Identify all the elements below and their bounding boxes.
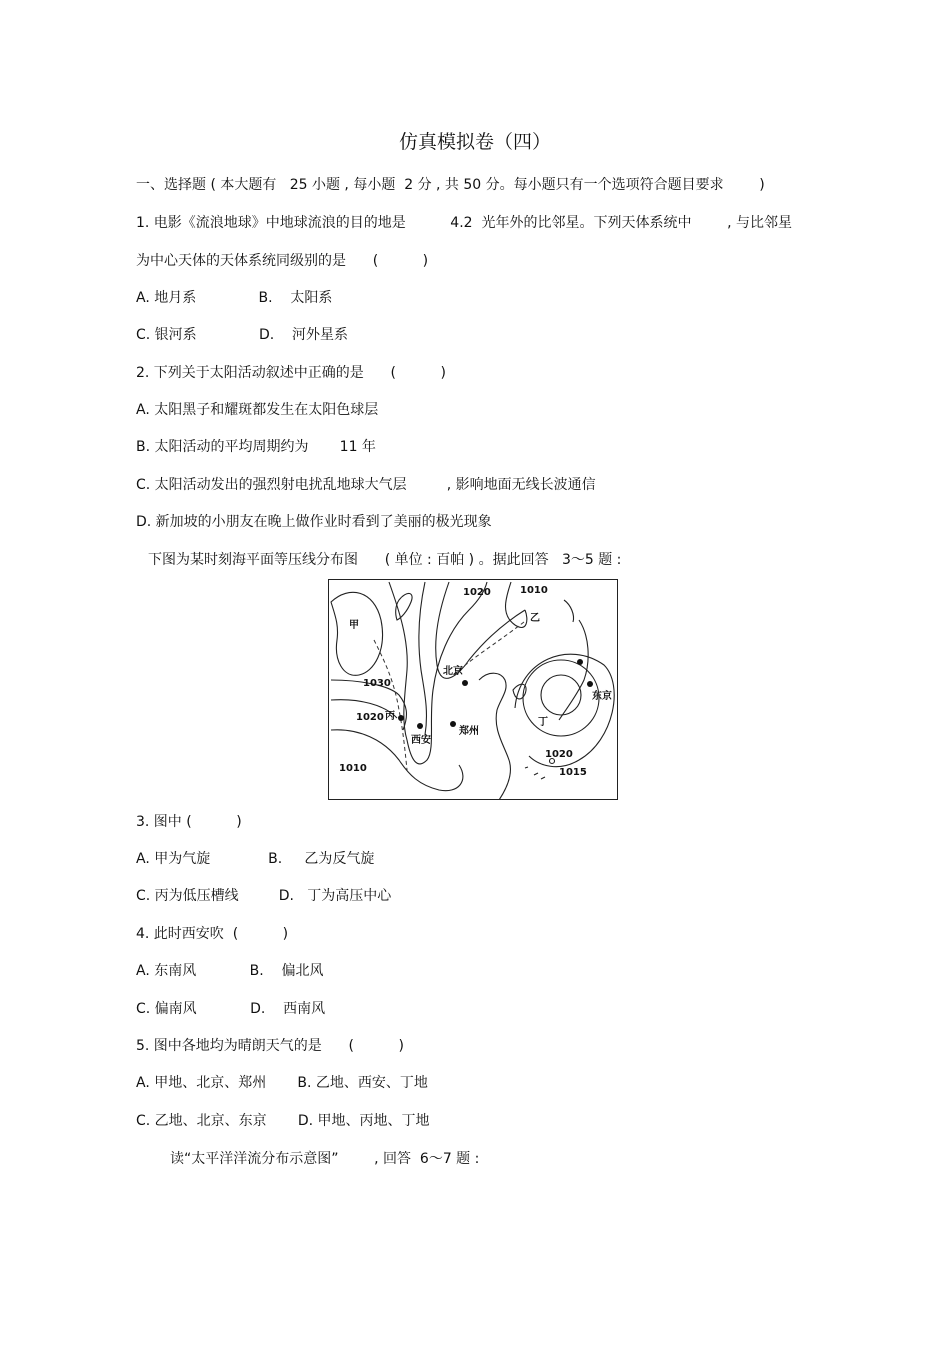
city-dot-beijing: [462, 680, 468, 686]
question-1-stem-line-2: 为中心天体的天体系统同级别的是 ( ): [136, 253, 429, 269]
label-jia: 甲: [349, 620, 359, 631]
label-ding: 丁: [538, 717, 548, 728]
question-4-options-row-1: A. 东南风 B. 偏北风: [136, 963, 324, 979]
question-2-option-a: A. 太阳黑子和耀斑都发生在太阳色球层: [136, 402, 379, 418]
city-dot-dongjing: [587, 681, 593, 687]
label-1010-top: 1010: [520, 585, 548, 596]
label-1020-left: 1020: [356, 712, 384, 723]
label-xian: 西安: [411, 735, 431, 746]
isobar-map: [328, 579, 618, 800]
question-1-stem-line-1: 1. 电影《流浪地球》中地球流浪的目的地是 4.2 光年外的比邻星。下列天体系统中 , 与比邻星: [136, 215, 792, 231]
final-intro: 读“太平洋洋流分布示意图” , 回答 6～7 题 :: [170, 1151, 480, 1167]
section-heading: 一、选择题 ( 本大题有 25 小题 , 每小题 2 分 , 共 50 分。每小题只有一个选项符合题目要求 ): [136, 177, 765, 193]
question-2-stem: 2. 下列关于太阳活动叙述中正确的是 ( ): [136, 365, 446, 381]
label-dongjing: 东京: [592, 691, 612, 702]
figure-intro: 下图为某时刻海平面等压线分布图 ( 单位 : 百帕 ) 。据此回答 3～5 题 :: [148, 552, 622, 568]
question-1-options-row-1: A. 地月系 B. 太阳系: [136, 290, 333, 306]
question-5-options-row-1: A. 甲地、北京、郑州 B. 乙地、西安、丁地: [136, 1075, 428, 1091]
label-1015: 1015: [559, 767, 587, 778]
isobar-mid: [419, 582, 427, 735]
question-4-options-row-2: C. 偏南风 D. 西南风: [136, 1001, 326, 1017]
trough-line-yi: [454, 622, 524, 675]
isobar-ding-1: [541, 675, 581, 715]
label-1020-top: 1020: [463, 587, 491, 598]
question-3-options-row-1: A. 甲为气旋 B. 乙为反气旋: [136, 851, 375, 867]
label-1030: 1030: [363, 678, 391, 689]
coastline-japan-north: [564, 600, 574, 622]
city-dot-bing: [398, 715, 404, 721]
page-title: 仿真模拟卷（四）: [398, 131, 551, 153]
coastline-china: [479, 673, 511, 800]
question-2-option-b: B. 太阳活动的平均周期约为 11 年: [136, 439, 376, 455]
question-5-options-row-2: C. 乙地、北京、东京 D. 甲地、丙地、丁地: [136, 1113, 430, 1129]
question-3-options-row-2: C. 丙为低压槽线 D. 丁为高压中心: [136, 888, 392, 904]
question-4-stem: 4. 此时西安吹 ( ): [136, 926, 289, 942]
question-3-stem: 3. 图中 ( ): [136, 814, 242, 830]
question-5-stem: 5. 图中各地均为晴朗天气的是 ( ): [136, 1038, 404, 1054]
isobar-map-svg: [329, 580, 618, 800]
coast-islets: [525, 767, 545, 779]
city-dot-japan: [577, 659, 583, 665]
label-zhengzhou: 郑州: [459, 726, 479, 737]
question-1-options-row-2: C. 银河系 D. 河外星系: [136, 327, 349, 343]
label-1010-left: 1010: [339, 763, 367, 774]
isobar-jia-high: [331, 592, 382, 675]
question-2-option-d: D. 新加坡的小朋友在晚上做作业时看到了美丽的极光现象: [136, 514, 492, 530]
coastline-japan: [559, 620, 588, 720]
label-beijing: 北京: [443, 666, 463, 677]
coast-island: [396, 593, 412, 620]
isobar-ding-2: [523, 660, 599, 736]
isobar-1010-left: [331, 730, 463, 791]
question-2-option-c: C. 太阳活动发出的强烈射电扰乱地球大气层 , 影响地面无线长波通信: [136, 477, 596, 493]
city-dot-xian: [417, 723, 423, 729]
label-bing: 丙: [385, 711, 395, 722]
label-yi: 乙: [530, 613, 540, 624]
city-dot-zhengzhou: [450, 721, 456, 727]
label-1020-bottom: 1020: [545, 749, 573, 760]
